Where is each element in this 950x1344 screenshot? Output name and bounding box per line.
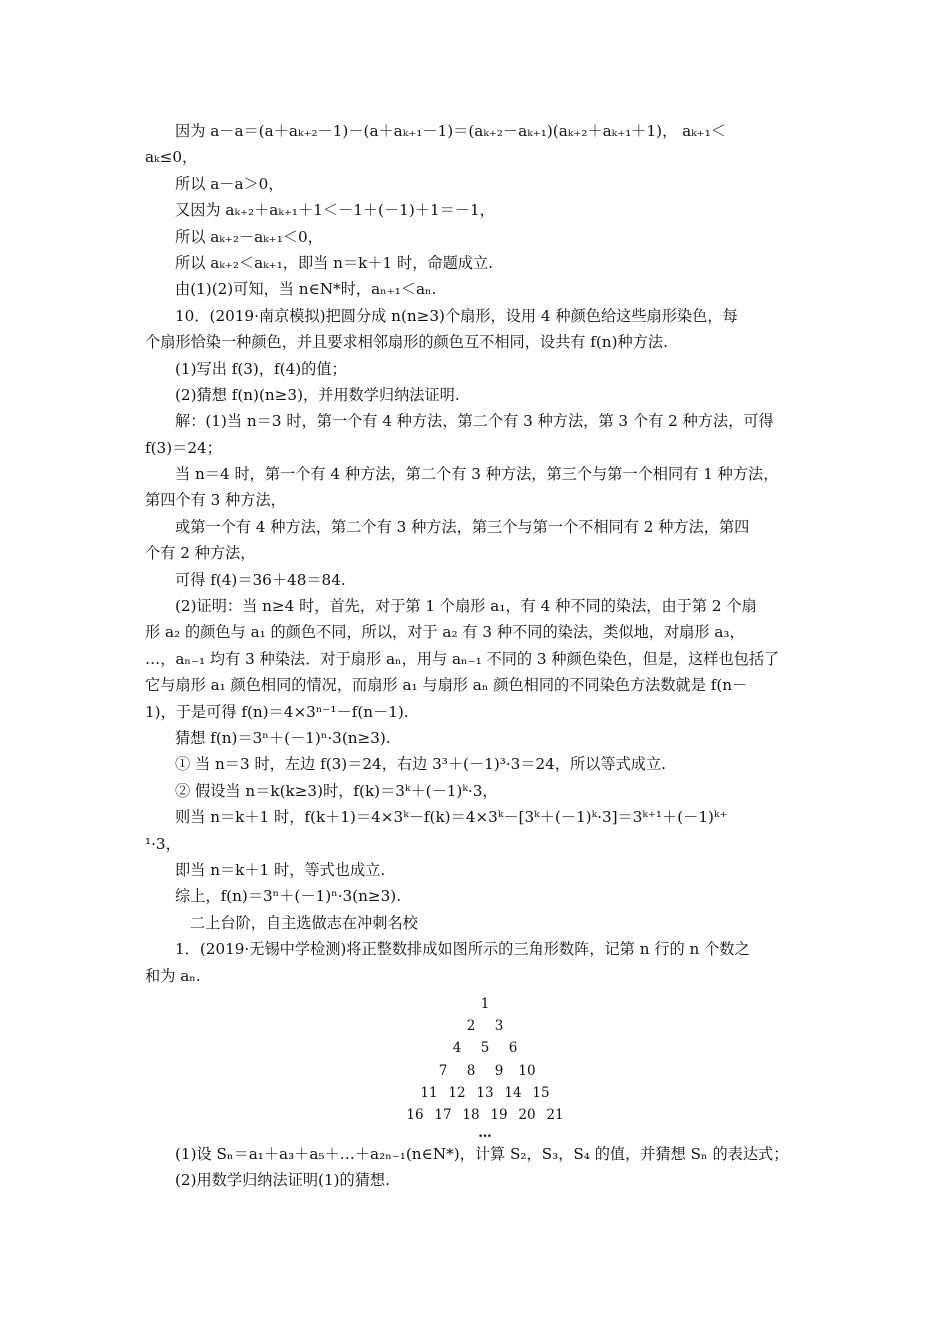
- triangle-number: 8: [466, 1062, 476, 1079]
- solution-text: [145, 118, 805, 910]
- text-line: 个扇形恰染一种颜色，并且要求相邻扇形的颜色互不相同，设共有 f(n)种方法.: [145, 333, 668, 352]
- text-line: ① 当 n＝3 时，左边 f(3)＝24，右边 3³＋(－1)³·3＝24，所以等式成立.: [175, 755, 666, 774]
- text-line: f(3)＝24；: [145, 438, 222, 457]
- problem-1-questions: [145, 1141, 805, 1194]
- text-line: 解：(1)当 n＝3 时，第一个有 4 种方法，第二个有 3 种方法，第 3 个有 2 种方法，可得: [175, 412, 774, 431]
- triangle-number: 3: [494, 1018, 504, 1035]
- triangle-row: [145, 1037, 805, 1059]
- triangle-number: 10: [518, 1062, 536, 1079]
- triangle-row: [145, 1082, 805, 1104]
- text-line: 和为 aₙ.: [145, 966, 201, 985]
- triangle-number: 6: [508, 1040, 518, 1057]
- triangle-number: 20: [518, 1107, 536, 1124]
- triangle-number: 17: [434, 1107, 452, 1124]
- text-line: 所以 aₖ₊₂－aₖ₊₁＜0，: [175, 227, 323, 246]
- text-line: 因为 a－a＝(a＋aₖ₊₂－1)－(a＋aₖ₊₁－1)＝(aₖ₊₂－aₖ₊₁)(aₖ₊₂＋aₖ₊₁＋1)， aₖ₊₁＜: [175, 122, 726, 140]
- text-line: 1)，于是可得 f(n)＝4×3ⁿ⁻¹－f(n－1).: [145, 702, 409, 721]
- text-line: (2)用数学归纳法证明(1)的猜想.: [175, 1171, 390, 1190]
- triangle-number: 12: [448, 1085, 466, 1102]
- triangle-number: 15: [532, 1085, 550, 1102]
- number-triangle: [145, 989, 805, 1141]
- text-line: ② 假设当 n＝k(k≥3)时，f(k)＝3ᵏ＋(－1)ᵏ·3，: [175, 781, 498, 800]
- triangle-number: 1: [480, 995, 490, 1012]
- triangle-ellipsis: [145, 1124, 805, 1141]
- text-line: (1)设 Sₙ＝a₁＋a₃＋a₅＋…＋a₂ₙ₋₁(n∈N*)，计算 S₂，S₃，S₄ 的值，并猜想 Sₙ 的表达式；: [175, 1144, 789, 1163]
- triangle-number: 7: [438, 1062, 448, 1079]
- text-line: (2)猜想 f(n)(n≥3)，并用数学归纳法证明.: [175, 385, 460, 404]
- problem-1-statement: [145, 936, 805, 989]
- text-line: 个有 2 种方法，: [145, 544, 256, 563]
- triangle-number: 19: [490, 1107, 508, 1124]
- section-heading: 二上台阶，自主选做志在冲刺名校: [190, 913, 418, 932]
- text-line: 即当 n＝k＋1 时，等式也成立.: [175, 860, 386, 879]
- text-line: …，aₙ₋₁ 均有 3 种染法．对于扇形 aₙ，用与 aₙ₋₁ 不同的 3 种颜色染色，但是，这样也包括了: [145, 649, 780, 668]
- text-line: 由(1)(2)可知，当 n∈N*时，aₙ₊₁＜aₙ.: [175, 280, 437, 299]
- text-line: 当 n＝4 时，第一个有 4 种方法，第二个有 3 种方法，第三个与第一个相同有 1 种方法，: [175, 465, 779, 484]
- triangle-number: 14: [504, 1085, 522, 1102]
- text-line: 则当 n＝k＋1 时，f(k＋1)＝4×3ᵏ－f(k)＝4×3ᵏ－[3ᵏ＋(－1)ᵏ·3]＝3ᵏ⁺¹＋(－1)ᵏ⁺: [175, 808, 728, 827]
- text-line: 10．(2019·南京模拟)把圆分成 n(n≥3)个扇形，设用 4 种颜色给这些扇形染色，每: [175, 306, 738, 325]
- triangle-row: [145, 1060, 805, 1082]
- triangle-number: 16: [406, 1107, 424, 1124]
- text-line: 所以 aₖ₊₂＜aₖ₊₁，即当 n＝k＋1 时，命题成立.: [175, 253, 493, 272]
- text-line: 第四个有 3 种方法，: [145, 491, 286, 510]
- text-line: (2)证明：当 n≥4 时，首先，对于第 1 个扇形 a₁，有 4 种不同的染法，由于第 2 个扇: [175, 597, 757, 616]
- triangle-number: 5: [480, 1040, 490, 1057]
- triangle-row: [145, 1104, 805, 1126]
- ellipsis-mark: …: [478, 1124, 492, 1141]
- text-line: (1)写出 f(3)，f(4)的值；: [175, 359, 347, 378]
- triangle-number: 11: [420, 1085, 438, 1102]
- text-line: 综上，f(n)＝3ⁿ＋(－1)ⁿ·3(n≥3).: [175, 887, 402, 906]
- text-line: 它与扇形 a₁ 颜色相同的情况，而扇形 a₁ 与扇形 aₙ 颜色相同的不同染色方法数就是 f(n－: [145, 676, 748, 695]
- text-line: 1．(2019·无锡中学检测)将正整数排成如图所示的三角形数阵，记第 n 行的 n 个数之: [175, 940, 750, 959]
- text-line: 又因为 aₖ₊₂＋aₖ₊₁＋1＜－1＋(－1)＋1＝－1，: [175, 201, 495, 220]
- text-line: 形 a₂ 的颜色与 a₁ 的颜色不同，所以，对于 a₂ 有 3 种不同的染法，类似地，对扇形 a₃，: [145, 623, 745, 642]
- text-line: 或第一个有 4 种方法，第二个有 3 种方法，第三个与第一个不相同有 2 种方法，第四: [175, 517, 750, 536]
- text-line: 可得 f(4)＝36＋48＝84.: [175, 570, 346, 589]
- text-line: 所以 a－a＞0，: [175, 174, 284, 193]
- triangle-row: [145, 993, 805, 1015]
- text-line: aₖ≤0，: [145, 148, 198, 167]
- text-line: 猜想 f(n)＝3ⁿ＋(－1)ⁿ·3(n≥3).: [175, 728, 391, 747]
- triangle-number: 18: [462, 1107, 480, 1124]
- triangle-row: [145, 1015, 805, 1037]
- document-content: [145, 118, 805, 1193]
- triangle-number: 2: [466, 1018, 476, 1035]
- triangle-number: 13: [476, 1085, 494, 1102]
- triangle-number: 9: [494, 1062, 504, 1079]
- triangle-number: 4: [452, 1040, 462, 1057]
- text-line: ¹·3，: [145, 834, 181, 853]
- triangle-number: 21: [546, 1107, 564, 1124]
